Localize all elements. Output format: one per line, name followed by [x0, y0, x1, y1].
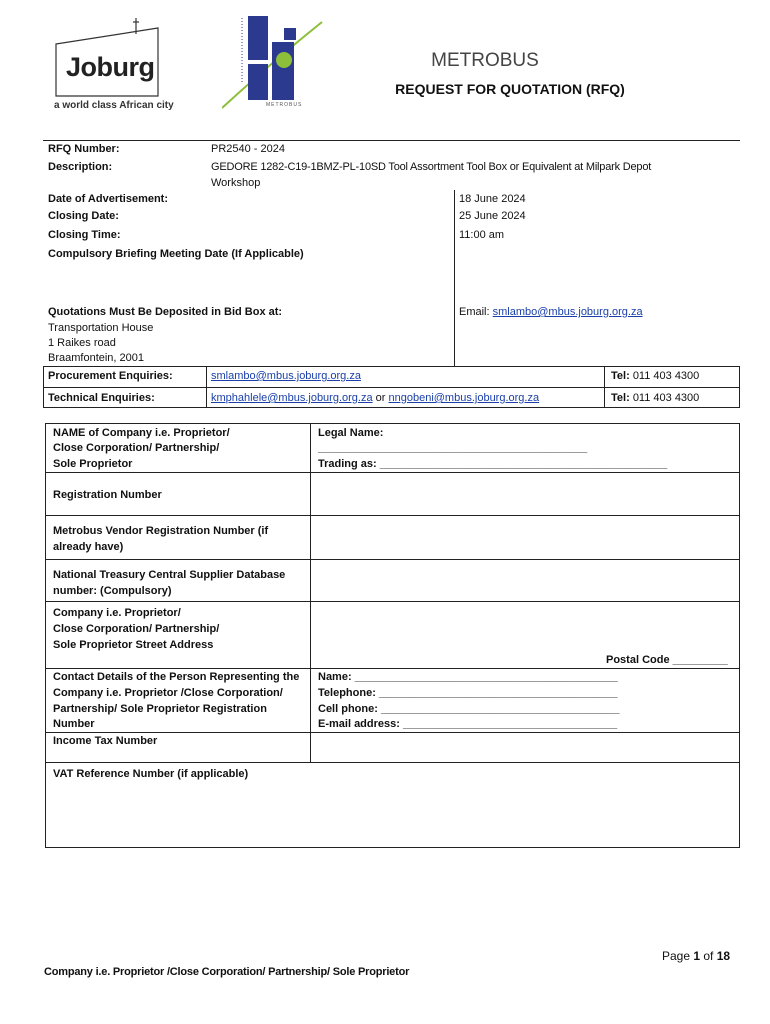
closing-time-label: Closing Time: [48, 229, 121, 241]
closing-date: 25 June 2024 [459, 210, 526, 222]
bid-box-label: Quotations Must Be Deposited in Bid Box at: [48, 306, 283, 318]
vat-reference-label: VAT Reference Number (if applicable) [53, 768, 249, 780]
procurement-tel-label: Tel: [611, 370, 630, 382]
running-footer: Company i.e. Proprietor /Close Corporation/ Partnership/ Sole Proprietor [44, 966, 410, 978]
bid-box-address-2: 1 Raikes road [48, 337, 116, 349]
page-current: 1 [693, 949, 701, 963]
procurement-enquiries-label: Procurement Enquiries: [48, 370, 173, 382]
description-line-2: Workshop [211, 177, 261, 189]
csd-number-label-1: National Treasury Central Supplier Database [53, 569, 286, 581]
document-title: REQUEST FOR QUOTATION (RFQ) [395, 81, 625, 97]
legal-name-field[interactable]: ____________________________________________ [318, 442, 588, 454]
technical-email-or: or [372, 392, 389, 404]
technical-tel-number: 011 403 4300 [632, 392, 700, 404]
technical-email-link-1[interactable]: kmphahlele@mbus.joburg.org.za [211, 392, 373, 404]
briefing-meeting-label: Compulsory Briefing Meeting Date (If Applicable) [48, 248, 304, 260]
postal-code-field[interactable]: Postal Code _________ [606, 654, 728, 666]
description-label: Description: [48, 161, 113, 173]
contact-details-label-3: Partnership/ Sole Proprietor Registration [53, 703, 267, 715]
bid-box-address-3: Braamfontein, 2001 [48, 352, 145, 364]
registration-number-label: Registration Number [53, 489, 162, 501]
technical-tel [611, 391, 699, 405]
vendor-registration-label-2: already have) [53, 541, 124, 553]
joburg-wordmark: Joburg [66, 52, 155, 82]
advertisement-date: 18 June 2024 [459, 193, 526, 205]
procurement-email-link[interactable]: smlambo@mbus.joburg.org.za [211, 370, 361, 382]
company-name-label-3: Sole Proprietor [53, 458, 133, 470]
contact-cell-field[interactable]: Cell phone: _______________________________________ [318, 703, 620, 715]
street-address-label-3: Sole Proprietor Street Address [53, 639, 214, 651]
joburg-tagline: a world class African city [54, 100, 174, 111]
street-address-label-1: Company i.e. Proprietor/ [53, 607, 181, 619]
trading-as-field[interactable]: Trading as: _______________________________________________ [318, 458, 668, 470]
metrobus-logo [222, 12, 332, 112]
rfq-number: PR2540 - 2024 [211, 143, 285, 155]
rfq-number-label: RFQ Number: [48, 143, 120, 155]
legal-name-label: Legal Name: [318, 427, 384, 439]
contact-details-label-1: Contact Details of the Person Representing the [53, 671, 300, 683]
contact-details-label-2: Company i.e. Proprietor /Close Corporation/ [53, 687, 283, 699]
company-name-label-2: Close Corporation/ Partnership/ [53, 442, 220, 454]
technical-email-link-2[interactable]: nngobeni@mbus.joburg.org.za [388, 392, 540, 404]
technical-tel-label: Tel: [611, 392, 630, 404]
contact-name-field[interactable]: Name: ___________________________________________ [318, 671, 618, 683]
technical-enquiries-label: Technical Enquiries: [48, 392, 155, 404]
contact-telephone-field[interactable]: Telephone: _______________________________________ [318, 687, 618, 699]
page-prefix: Page [662, 949, 694, 963]
vendor-registration-label-1: Metrobus Vendor Registration Number (if [53, 525, 269, 537]
company-name-label-1: NAME of Company i.e. Proprietor/ [53, 427, 230, 439]
bid-email-label: Email: [459, 306, 490, 318]
metrobus-logo-mark [222, 12, 332, 112]
contact-email-field[interactable]: E-mail address: ___________________________________ [318, 718, 618, 730]
joburg-logo [40, 14, 210, 114]
page-number [662, 949, 730, 964]
technical-emails [211, 391, 539, 405]
procurement-tel-number: 011 403 4300 [632, 370, 700, 382]
bid-email [459, 305, 643, 319]
bid-email-link[interactable]: smlambo@mbus.joburg.org.za [492, 306, 643, 318]
bid-box-address-1: Transportation House [48, 322, 154, 334]
company-name: METROBUS [431, 50, 539, 71]
procurement-tel [611, 369, 699, 383]
page-total: 18 [716, 949, 731, 963]
closing-time: 11:00 am [459, 229, 505, 241]
contact-details-label-4: Number [53, 718, 95, 730]
metrobus-logo-label: METROBUS [266, 102, 303, 108]
income-tax-label: Income Tax Number [53, 735, 158, 747]
page-of: of [700, 949, 717, 963]
street-address-label-2: Close Corporation/ Partnership/ [53, 623, 220, 635]
csd-number-label-2: number: (Compulsory) [53, 585, 172, 597]
description-line-1: GEDORE 1282-C19-1BMZ-PL-10SD Tool Assortment Tool Box or Equivalent at Milpark Depot [211, 161, 652, 173]
closing-date-label: Closing Date: [48, 210, 119, 222]
advertisement-date-label: Date of Advertisement: [48, 193, 169, 205]
